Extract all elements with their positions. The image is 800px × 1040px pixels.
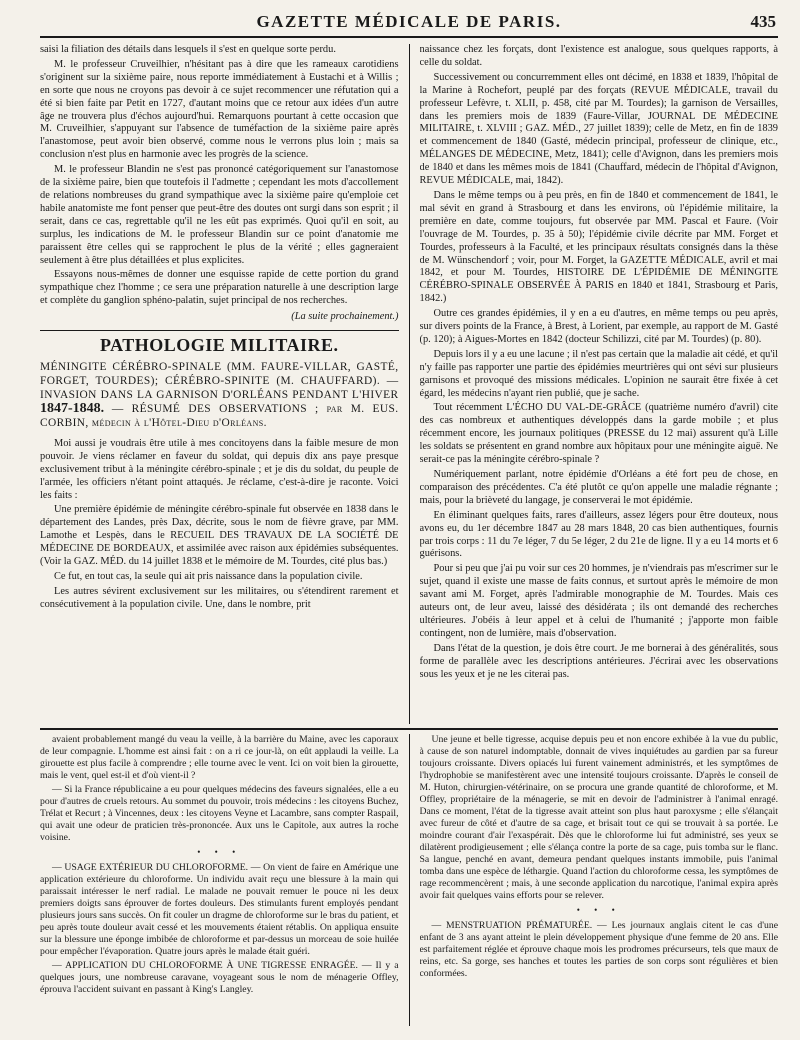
paragraph: Dans l'état de la question, je dois être court. Je me bornerai à des généralités, sous forme de parallèle avec les descriptions antérieures. J'écrirai avec les observations sous les yeux et je ne les citerai pas. — [419, 642, 778, 680]
news-item-text: — Les journaux anglais citent le cas d'une enfant de 3 ans ayant atteint le plein développement physique d'une femme de 20 ans. Elle est parfaitement réglée et éprouve chaque mois les prodromes précurseurs, tels que maux de reins, etc. Sa gorge, ses hanches et toutes les parties de son corps sont régulières et bien conformées. — [419, 920, 778, 979]
left-column — [40, 44, 399, 724]
paragraph: Moi aussi je voudrais être utile à mes concitoyens dans la faible mesure de mon pouvoir. Je viens réclamer en faveur du soldat, qui depuis dix ans paye presque exclusivement tribut à la méningite cérébro-spinale ; et je dis du soldat, du peuple de l'armée, les officiers n'étant point attaqués. Je réclame, c'est-à-dire je raconte. Voici les faits : — [40, 437, 399, 501]
news-item-text: — Il y a quelques jours, une nombreuse caravane, voyageant sous le nom de ménagerie Offley, éprouva l'accident suivant en passant à King's Langley. — [40, 960, 399, 995]
paragraph: Ce fut, en tout cas, la seule qui ait pris naissance dans la population civile. — [54, 571, 363, 582]
divider-dots: • • • — [576, 905, 621, 915]
paragraph: Essayons nous-mêmes de donner une esquisse rapide de cette portion du grand sympathique chez l'homme ; ce sera une préparation naturelle à une description large et complète du ganglion sphéno-palatin, sujet principal de nos recherches. — [40, 269, 399, 307]
paragraph: M. le professeur Cruveilhier, n'hésitant pas à dire que les rameaux carotidiens s'originent sur la sixième paire, nous reporte immédiatement à Eustachi et à Willis ; en sorte que nous ne croyons pas devoir à ce sujet recommencer une réfutation qui a été si bien faite par Petit en 1727, d'autant moins que ce retour aux idées d'un autre âge ne trouvera plus d'échos aujourd'hui. Remarquons pourtant à cette occasion que M. Cruveilhier, s'appuyant sur l'absence de tuméfaction de la sixième paire après l'anastomose, peut avoir bien observé, comme nous le verrons plus loin ; mais sa conclusion n'est plus en harmonie avec les progrès de la science. — [40, 58, 399, 161]
news-item — [40, 862, 399, 958]
paragraph: M. le professeur Blandin ne s'est pas prononcé catégoriquement sur l'anastomose de la sixième paire, bien que toutefois il l'admette ; cependant les mots d'accollement de relations nombreuses du grand sympathique avec la sixième paire qu'emploie cet habile anatomiste me font penser que peut-être des doutes ont surgi dans son esprit ; il serait, dans ce cas, regrettable qu'il ne les eût pas exprimés. Quoi qu'il en soit, au surplus, les indications de M. le professeur Blandin sur ce point d'anatomie me paraissent être celles qui se rapprochent le plus de la vérité ; elles gagneraient seulement à être plus détaillées et plus explicites. — [40, 164, 399, 266]
lower-section — [40, 734, 778, 1026]
article-dates: 1847-1848. — [40, 400, 105, 416]
paragraph: Une jeune et belle tigresse, acquise depuis peu et non encore exhibée à la vue du public, à cause de son naturel indomptable, donnait de vives inquiétudes au gardien par sa fureur toujours croissante. Divers opiacés lui furent vainement administrés, et les symptômes de l'hydrophobie se manifestèrent avec une intensité toujours croissante. D'après le conseil de M. Huton, chirurgien-vétérinaire, on se procura une grande quantité de chloroforme, et M. Offley, propriétaire de la ménagerie, se mit en devoir de l'administrer à l'animal enragé. Dans ce moment, l'état de la tigresse avait atteint son plus haut paroxysme ; elle s'élançait avec fureur de côté et d'autre de sa cage, et brisait tout ce qui se trouvait à sa portée. Le moindre courant d'air l'exaspérait. Dès que le chloroforme lui fut administré, ses yeux se dilatèrent prodigieusement ; elle s'élança contre la porte de sa cage, puis tomba sur le flanc. Sa langue, penché en avant, demeura pendant quelques instants immobile, puis l'animal tomba dans une espèce de léthargie. Quand l'action du chloroforme cessa, les symptômes de rage recommencèrent ; mais, à une seconde application du narcotique, l'animal expira après avoir fait quelques vains efforts pour se relever. — [419, 734, 778, 901]
paragraph: En éliminant quelques faits, rares d'ailleurs, assez légers pour être douteux, nous avons eu, du 1er décembre 1847 au 28 mars 1848, 20 cas bien authentiques, fournis par trois corps : 11 du 7e léger, 7 du 5e léger, 2 du 21e de ligne. Il y a eu 14 morts et 6 guérisons. — [419, 509, 778, 560]
paragraph: Dans le même temps ou à peu près, en fin de 1840 et commencement de 1841, le mal sévit en grand à Strasbourg et dans les environs, où l'épidémie militaire, la première en date, comme toujours, fut observée par MM. Pascal et Faure. (Voir l'ouvrage de M. Tourdes, p. 35 à 50); l'épidémie civile décrite par MM. Forget et Tourdes, professeurs à la Faculté, et les principaux résultats consignés dans la thèse de M. Wünschendorf ; voir, pour M. Forget, la GAZETTE MÉDICALE, avril et mai 1842, et pour M. Tourdes, HISTOIRE DE L'ÉPIDÉMIE DE MÉNINGITE CÉRÉBRO-SPINALE OBSERVÉE À PARIS en 1840 et 1841, Strasbourg et Paris, 1842.) — [419, 189, 778, 305]
right-column — [420, 44, 779, 724]
upper-section — [40, 44, 778, 724]
paragraph: Une première épidémie de méningite cérébro-spinale fut observée en 1838 dans le département des Landes, près Dax, décrite, sous le nom de fièvre grave, par MM. Lamothe et Lespès, dans le RECUEIL DES TRAVAUX DE LA SOCIÉTÉ DE MÉDECINE DE BORDEAUX, et assimilée avec raison aux épidémies subséquentes. (Voir la GAZ. MÉD. du 14 juillet 1838 et le mémoire de M. Tourdes, cité plus bas.) — [40, 504, 399, 568]
divider-dots: • • • — [197, 847, 242, 857]
paragraph: saisi la filiation des détails dans lesquels il s'est en quelque sorte perdu. — [40, 44, 336, 55]
section-divider — [40, 330, 399, 331]
paragraph: — Si la France républicaine a eu pour quelques médecins des faveurs signalées, elle a eu pour d'autres de cruels retours. Au sommet du pouvoir, trois médecins : les citoyens Buchez, Trélat et Recurt ; à Vincennes, deux : les citoyens Veyne et Lacambre, sans compter Raspail, qui avait une odeur de praticien très-prononcée. Aux uns le Capitole, aux autres la roche voisine. — [40, 784, 399, 843]
paragraph: Tout récemment L'ÉCHO DU VAL-DE-GRÂCE (quatrième numéro d'avril) cite des cas nombreux et authentiques développés dans la garde mobile ; et plus récemment encore, les journaux politiques (PRESSE du 12 mai) assurent qu'à Lille les soldats se présentent en grand nombre aux hôpitaux pour une méningite aiguë. Ne serait-ce pas la méningite cérébro-spinale ? — [419, 402, 778, 466]
news-item-text: — On vient de faire en Amérique une application extérieure du chloroforme. Un individu avait reçu une blessure à la main qui paraissait intéresser le nerf radial. Le malade ne pouvait remuer le pouce ni les deux premiers doigts sans éprouver de fortes douleurs. Des stimulants furent employés pendant plusieurs jours sans succès. On fit couler un dragme de chloroforme sur le bras du patient, et peu après toute douleur avait cessé et les mouvements étaient rétablis. On appliqua ensuite sur la blessure une éponge imbibée de chloroforme et par-dessus un morceau de soie huilée pour empêcher l'évaporation. Quatre jours après le malade était guéri. — [40, 862, 399, 957]
article-title-part: MÉNINGITE CÉRÉBRO-SPINALE (MM. FAURE-VILLAR, GASTÉ, FORGET, TOURDES); CÉRÉBRO-SPINITE (M. CHAUFFARD). — INVASION DANS LA GARNISON D'ORLÉANS PENDANT L'HIVER — [40, 360, 399, 401]
article-title-part: — RÉSUMÉ DES OBSERVATIONS ; par M. EUS. CORBIN, médecin à l'Hôtel-Dieu d'Orléans. — [40, 402, 399, 429]
paragraph: Outre ces grandes épidémies, il y en a eu d'autres, en même temps ou peu après, sur divers points de la France, à Brest, à Lorient, par exemple, au rapport de M. Gasté (p. 120); à Aigues-Mortes en 1842 (docteur Schilizzi, cité par M. Tourdes) (p. 80). — [419, 308, 778, 345]
paragraph: Numériquement parlant, notre épidémie d'Orléans a été fort peu de chose, en comparaison des précédentes. C'a été plutôt ce qu'on appelle une maladie régnante ; mais, pour la brièveté du langage, je conserverai le mot épidémie. — [419, 469, 778, 506]
lower-left-column — [40, 734, 399, 1026]
news-item-head: — USAGE EXTÉRIEUR DU CHLOROFORME. — [52, 862, 249, 873]
news-item — [40, 960, 399, 996]
column-rule — [409, 44, 410, 724]
continued-note: (La suite prochainement.) — [291, 311, 399, 323]
newspaper-page — [40, 8, 778, 1034]
paragraph: Pour si peu que j'ai pu voir sur ces 20 hommes, je n'viendrais pas m'escrimer sur le sujet, quand il existe une masse de faits connus, et surtout après le mémoire de mon savant ami M. Forget, après l'admirable monographie de M. Tourdes. Mais ces auteurs ont, de leur aveu, laissé des désidérata ; ils ont demandé des recherches ultérieures. J'obéis à leur appel et à celui de l'humanité ; j'apporte mon faible contingent, non de lumière, mais d'observation. — [419, 563, 778, 639]
section-title: PATHOLOGIE MILITAIRE. — [99, 335, 339, 356]
page-number: 435 — [750, 12, 776, 31]
paragraph: Successivement ou concurremment elles ont décimé, en 1838 et 1839, l'hôpital de la Marine à Rochefort, peuplé par des forçats (REVUE MÉDICALE, travail du professeur Lefèvre, t. XLII, p. 458, cité par M. Tourdes); la garnison de Versailles, dans les premiers mois de 1839 (Faure-Villar, JOURNAL DE MÉDECINE MILITAIRE, t. XLVIII ; GAZ. MÉD., 27 juillet 1839); celle de Metz, en fin de 1839 et commencement de 1840 (Gasté, médecin principal, professeur de clinique, etc., MÉLANGES DE MÉDECINE, Metz, 1841); celle d'Avignon, dans les premiers mois de 1840 et dans les mêmes mois de 1841 (Chauffard, médecin de l'hôpital d'Avignon, REVUE MÉDICALE, mai, 1842). — [419, 71, 778, 187]
news-item — [420, 920, 779, 980]
news-item-head: — APPLICATION DU CHLOROFORME À UNE TIGRESSE ENRAGÉE. — [52, 960, 358, 971]
paragraph: naissance chez les forçats, dont l'existence est analogue, sous quelques rapports, à celle du soldat. — [419, 44, 778, 68]
news-item-head: — MENSTRUATION PRÉMATURÉE. — [431, 920, 593, 931]
column-rule — [409, 734, 410, 1026]
journal-title: GAZETTE MÉDICALE DE PARIS. — [256, 12, 562, 31]
lower-right-column — [420, 734, 779, 1026]
feuilleton-divider — [40, 728, 778, 730]
article-title — [40, 360, 399, 430]
paragraph: Les autres sévirent exclusivement sur les militaires, ou s'étendirent rarement et consécutivement à la population civile. Une, dans le nombre, prit — [40, 585, 399, 610]
paragraph: Depuis lors il y a eu une lacune ; il n'est pas certain que la maladie ait cédé, et qu'il n'y faille pas rapporter une partie des épidémies meurtrières qui ont sévi sur plusieurs garnisons et provoqué des missions médicales. L'opinion ne saurait être fixée à cet égard, les médecins n'ayant rien publié, que je sache. — [419, 348, 778, 399]
page-header — [40, 8, 778, 38]
paragraph: avaient probablement mangé du veau la veille, à la barrière du Maine, avec les caporaux de leur compagnie. L'homme est ainsi fait : on a ri ce jour-là, on eût applaudi la veille. La girouette est plus facile à comprendre ; elle tourne avec le vent. Ici on voit bien la girouette, mais le vent, quel est-il et d'où vient-il ? — [40, 734, 399, 781]
